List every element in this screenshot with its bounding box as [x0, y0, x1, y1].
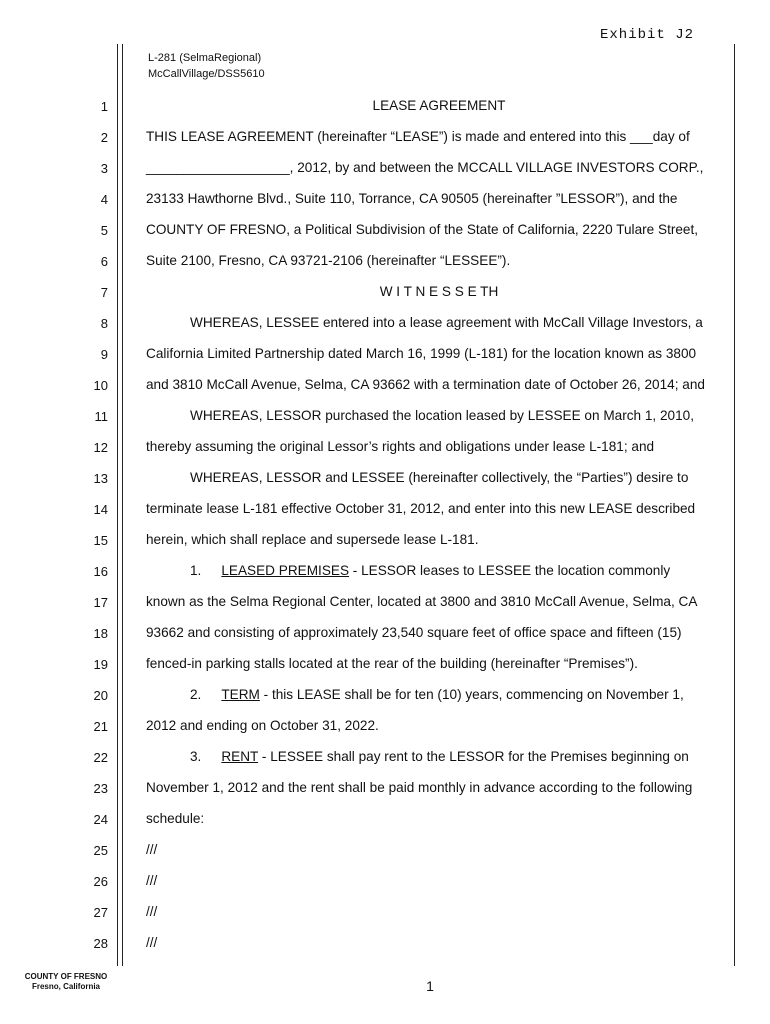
footer-county [8, 972, 124, 992]
intro-line: 23133 Hawthorne Blvd., Suite 110, Torrance, CA 90505 (hereinafter ”LESSOR”), and the [146, 191, 678, 206]
whereas-line: California Limited Partnership dated March 16, 1999 (L-181) for the location known as 3800 [146, 346, 697, 361]
witnesseth-heading: W I T N E S S E TH [379, 284, 499, 299]
line-number: 9 [100, 347, 108, 362]
continuation-slashes: /// [146, 873, 158, 888]
line-number: 15 [93, 533, 108, 548]
whereas-line: thereby assuming the original Lessor’s rights and obligations under lease L-181; and [146, 439, 655, 454]
continuation-slashes: /// [146, 904, 158, 919]
intro-line: COUNTY OF FRESNO, a Political Subdivision of the State of California, 2220 Tulare Street, [146, 222, 699, 237]
whereas-line: WHEREAS, LESSEE entered into a lease agreement with McCall Village Investors, a [190, 315, 703, 330]
line-number: 20 [93, 688, 108, 703]
line-number: 24 [93, 812, 108, 827]
line-number: 19 [93, 657, 108, 672]
section-heading: TERM [221, 687, 260, 702]
section-2-first-line [190, 687, 684, 702]
intro-line: Suite 2100, Fresno, CA 93721-2106 (hereinafter “LESSEE”). [146, 253, 511, 268]
section-3-line: November 1, 2012 and the rent shall be paid monthly in advance according to the following [146, 780, 693, 795]
line-number: 2 [100, 130, 108, 145]
line-number: 26 [93, 874, 108, 889]
document-ref-2: McCallVillage/DSS5610 [148, 68, 265, 80]
line-number: 12 [93, 440, 108, 455]
footer-county-name: COUNTY OF FRESNO [24, 972, 108, 981]
line-number: 27 [93, 905, 108, 920]
intro-line: THIS LEASE AGREEMENT (hereinafter “LEASE”) is made and entered into this ___day of [146, 129, 690, 144]
intro-line: ___________________, 2012, by and between the MCCALL VILLAGE INVESTORS CORP., [146, 160, 704, 175]
line-number: 3 [100, 161, 108, 176]
section-text: - LESSEE shall pay rent to the LESSOR for the Premises beginning on [258, 749, 689, 764]
line-number: 14 [93, 502, 108, 517]
line-number: 22 [93, 750, 108, 765]
whereas-line: WHEREAS, LESSOR purchased the location leased by LESSEE on March 1, 2010, [190, 408, 694, 423]
line-number: 16 [93, 564, 108, 579]
whereas-line: terminate lease L-181 effective October 31, 2012, and enter into this new LEASE described [146, 501, 696, 516]
line-number: 4 [100, 192, 108, 207]
section-text: - this LEASE shall be for ten (10) years, commencing on November 1, [259, 687, 684, 702]
exhibit-label: Exhibit J2 [599, 27, 694, 43]
section-3-first-line [190, 749, 689, 764]
line-number: 21 [93, 719, 108, 734]
line-number: 1 [100, 99, 108, 114]
section-number: 1. [190, 563, 202, 578]
page-number: 1 [426, 978, 434, 994]
section-1-line: fenced-in parking stalls located at the rear of the building (hereinafter “Premises”). [146, 656, 638, 671]
section-text: - LESSOR leases to LESSEE the location commonly [349, 563, 671, 578]
margin-rule-left-2 [122, 44, 123, 966]
whereas-line: herein, which shall replace and supersede lease L-181. [146, 532, 479, 547]
continuation-slashes: /// [146, 935, 158, 950]
margin-rule-right [734, 44, 735, 966]
line-number: 10 [93, 378, 108, 393]
section-number: 2. [190, 687, 202, 702]
section-heading: RENT [221, 749, 259, 764]
line-number: 25 [93, 843, 108, 858]
footer-county-location: Fresno, California [31, 982, 100, 991]
line-number: 5 [100, 223, 108, 238]
line-number: 11 [94, 409, 108, 424]
line-number: 28 [93, 936, 108, 951]
continuation-slashes: /// [146, 842, 158, 857]
section-1-line: known as the Selma Regional Center, located at 3800 and 3810 McCall Avenue, Selma, CA [146, 594, 698, 609]
whereas-line: WHEREAS, LESSOR and LESSEE (hereinafter collectively, the “Parties”) desire to [190, 470, 689, 485]
line-number: 23 [93, 781, 108, 796]
margin-rule-left-1 [117, 44, 118, 966]
line-number: 8 [100, 316, 108, 331]
section-2-line: 2012 and ending on October 31, 2022. [146, 718, 379, 733]
line-number: 17 [93, 595, 108, 610]
whereas-line: and 3810 McCall Avenue, Selma, CA 93662 with a termination date of October 26, 2014; and [146, 377, 705, 392]
section-3-line: schedule: [146, 811, 205, 826]
line-number: 7 [100, 285, 108, 300]
section-1-line: 93662 and consisting of approximately 23,540 square feet of office space and fifteen (15) [146, 625, 682, 640]
section-number: 3. [190, 749, 202, 764]
document-ref-1: L-281 (SelmaRegional) [148, 52, 262, 64]
line-number: 18 [93, 626, 108, 641]
section-heading: LEASED PREMISES [221, 563, 350, 578]
section-1-first-line [190, 563, 670, 578]
line-number: 13 [93, 471, 108, 486]
document-title: LEASE AGREEMENT [372, 98, 506, 113]
line-number: 6 [100, 254, 108, 269]
